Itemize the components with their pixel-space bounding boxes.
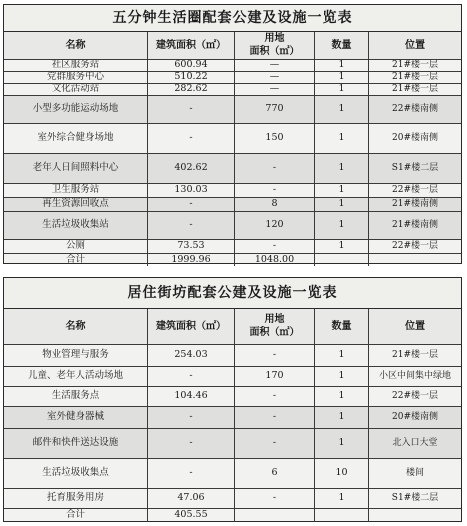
- cell-name: 卫生服务站: [4, 184, 148, 197]
- table-row: [4, 407, 461, 429]
- table-row: [4, 459, 461, 489]
- cell-area: 282.62: [148, 84, 235, 95]
- cell-name: 室外综合健身场地: [4, 124, 148, 153]
- cell-land: -: [235, 154, 315, 183]
- cell-land: 8: [235, 198, 315, 211]
- table-row: [4, 198, 461, 212]
- cell-area: -: [148, 212, 235, 239]
- cell-qty: 1: [315, 407, 369, 428]
- cell-name: 公厕: [4, 240, 148, 253]
- table-header-row: [4, 309, 461, 345]
- cell-qty: 10: [315, 459, 369, 488]
- cell-location: 21#楼一层: [392, 72, 438, 83]
- table-row: [4, 124, 461, 154]
- cell-area: -: [148, 124, 235, 153]
- header-land-area: 用地 面积（㎡）: [235, 309, 315, 344]
- cell-area: 600.94: [148, 60, 235, 71]
- cell-name: 物业管理与服务: [4, 345, 148, 366]
- cell-land: —: [235, 72, 315, 83]
- table-row: [4, 84, 461, 96]
- header-building-area: 建筑面积（㎡）: [148, 309, 235, 344]
- cell-location: 20#楼南侧: [392, 133, 438, 144]
- cell-land: 1048.00: [235, 254, 315, 266]
- cell-land: -: [235, 345, 315, 366]
- cell-area: 254.03: [148, 345, 235, 366]
- header-land-area: 用地 面积（㎡）: [235, 32, 315, 59]
- table-row: [4, 429, 461, 459]
- cell-qty: 1: [315, 84, 369, 95]
- cell-area: 47.06: [148, 489, 235, 508]
- cell-location: 22#楼一层: [392, 241, 438, 252]
- cell-area: 405.55: [148, 509, 235, 522]
- cell-qty: 1: [315, 72, 369, 83]
- cell-location: 楼间: [405, 468, 424, 479]
- cell-land: —: [235, 60, 315, 71]
- cell-land: -: [235, 184, 315, 197]
- table-row: [4, 60, 461, 72]
- table-row: [4, 240, 461, 254]
- cell-location: 小区中间集中绿地: [378, 371, 451, 382]
- cell-land: 770: [235, 96, 315, 123]
- table-row: [4, 72, 461, 84]
- cell-land: -: [235, 240, 315, 253]
- cell-location: 北入口大堂: [392, 438, 438, 449]
- table-row: [4, 489, 461, 509]
- cell-qty: [315, 509, 369, 522]
- cell-name: 合计: [4, 509, 148, 522]
- cell-name: 生活垃圾收集点: [4, 459, 148, 488]
- table-title: 五分钟生活圈配套公建及设施一览表: [4, 5, 461, 32]
- cell-name: 儿童、老年人活动场地: [4, 367, 148, 386]
- cell-location: 22#楼南侧: [392, 104, 438, 115]
- cell-location: 21#楼南侧: [392, 199, 438, 210]
- cell-qty: 1: [315, 198, 369, 211]
- cell-qty: 1: [315, 367, 369, 386]
- cell-land: 6: [235, 459, 315, 488]
- cell-qty: 1: [315, 240, 369, 253]
- cell-location: 20#楼南侧: [392, 412, 438, 423]
- cell-name: 老年人日间照料中心: [4, 154, 148, 183]
- cell-land: 150: [235, 124, 315, 153]
- header-location: 位置: [405, 320, 425, 332]
- cell-area: 104.46: [148, 387, 235, 406]
- cell-location: 21#楼一层: [392, 350, 438, 361]
- cell-land: -: [235, 387, 315, 406]
- cell-location: 22#楼一层: [392, 391, 438, 402]
- table-title: 居住街坊配套公建及设施一览表: [4, 278, 461, 309]
- cell-name: 生活垃圾收集站: [4, 212, 148, 239]
- cell-qty: 1: [315, 154, 369, 183]
- cell-qty: 1: [315, 345, 369, 366]
- cell-land: —: [235, 84, 315, 95]
- table-row: [4, 184, 461, 198]
- cell-area: -: [148, 429, 235, 458]
- cell-qty: 1: [315, 212, 369, 239]
- table-total-row: [4, 509, 461, 522]
- cell-land: [235, 509, 315, 522]
- cell-land: -: [235, 429, 315, 458]
- cell-name: 社区服务站: [4, 60, 148, 71]
- table-row: [4, 154, 461, 184]
- five-minute-facilities-table: [3, 4, 462, 264]
- cell-qty: [315, 254, 369, 266]
- cell-qty: 1: [315, 429, 369, 458]
- header-name: 名称: [4, 309, 148, 344]
- header-location: 位置: [405, 39, 425, 51]
- cell-area: -: [148, 407, 235, 428]
- cell-qty: 1: [315, 184, 369, 197]
- cell-name: 党群服务中心: [4, 72, 148, 83]
- cell-location: [369, 254, 461, 266]
- cell-location: S1#楼二层: [391, 163, 439, 174]
- table-row: [4, 387, 461, 407]
- cell-land: -: [235, 489, 315, 508]
- cell-name: 合计: [4, 254, 148, 266]
- cell-land: -: [235, 407, 315, 428]
- cell-name: 生活服务点: [4, 387, 148, 406]
- cell-name: 邮件和快件送达设施: [4, 429, 148, 458]
- cell-land: 120: [235, 212, 315, 239]
- table-row: [4, 367, 461, 387]
- cell-area: 73.53: [148, 240, 235, 253]
- cell-name: 小型多功能运动场地: [4, 96, 148, 123]
- cell-location: 21#楼一层: [392, 60, 438, 71]
- cell-name: 文化活动站: [4, 84, 148, 95]
- table-header-row: [4, 32, 461, 60]
- cell-land: 170: [235, 367, 315, 386]
- cell-area: 130.03: [148, 184, 235, 197]
- cell-area: -: [148, 96, 235, 123]
- header-name: 名称: [4, 32, 148, 59]
- neighborhood-facilities-table: [3, 277, 462, 522]
- header-quantity: 数量: [315, 32, 369, 59]
- cell-location: 22#楼一层: [392, 185, 438, 196]
- cell-qty: 1: [315, 96, 369, 123]
- cell-location: 21#楼一层: [392, 84, 438, 95]
- cell-name: 室外健身器械: [4, 407, 148, 428]
- cell-name: 托育服务用房: [4, 489, 148, 508]
- cell-location: [369, 509, 461, 522]
- cell-area: -: [148, 198, 235, 211]
- table-row: [4, 96, 461, 124]
- cell-name: 再生资源回收点: [4, 198, 148, 211]
- cell-location: 21#楼南侧: [392, 220, 438, 231]
- header-quantity: 数量: [315, 309, 369, 344]
- cell-area: 1999.96: [148, 254, 235, 266]
- table-total-row: [4, 254, 461, 266]
- cell-area: 402.62: [148, 154, 235, 183]
- cell-area: -: [148, 367, 235, 386]
- table-row: [4, 212, 461, 240]
- cell-qty: 1: [315, 489, 369, 508]
- cell-location: S1#楼二层: [391, 493, 439, 504]
- cell-qty: 1: [315, 124, 369, 153]
- cell-area: -: [148, 459, 235, 488]
- table-row: [4, 345, 461, 367]
- cell-area: 510.22: [148, 72, 235, 83]
- cell-qty: 1: [315, 60, 369, 71]
- cell-qty: 1: [315, 387, 369, 406]
- header-building-area: 建筑面积（㎡）: [148, 32, 235, 59]
